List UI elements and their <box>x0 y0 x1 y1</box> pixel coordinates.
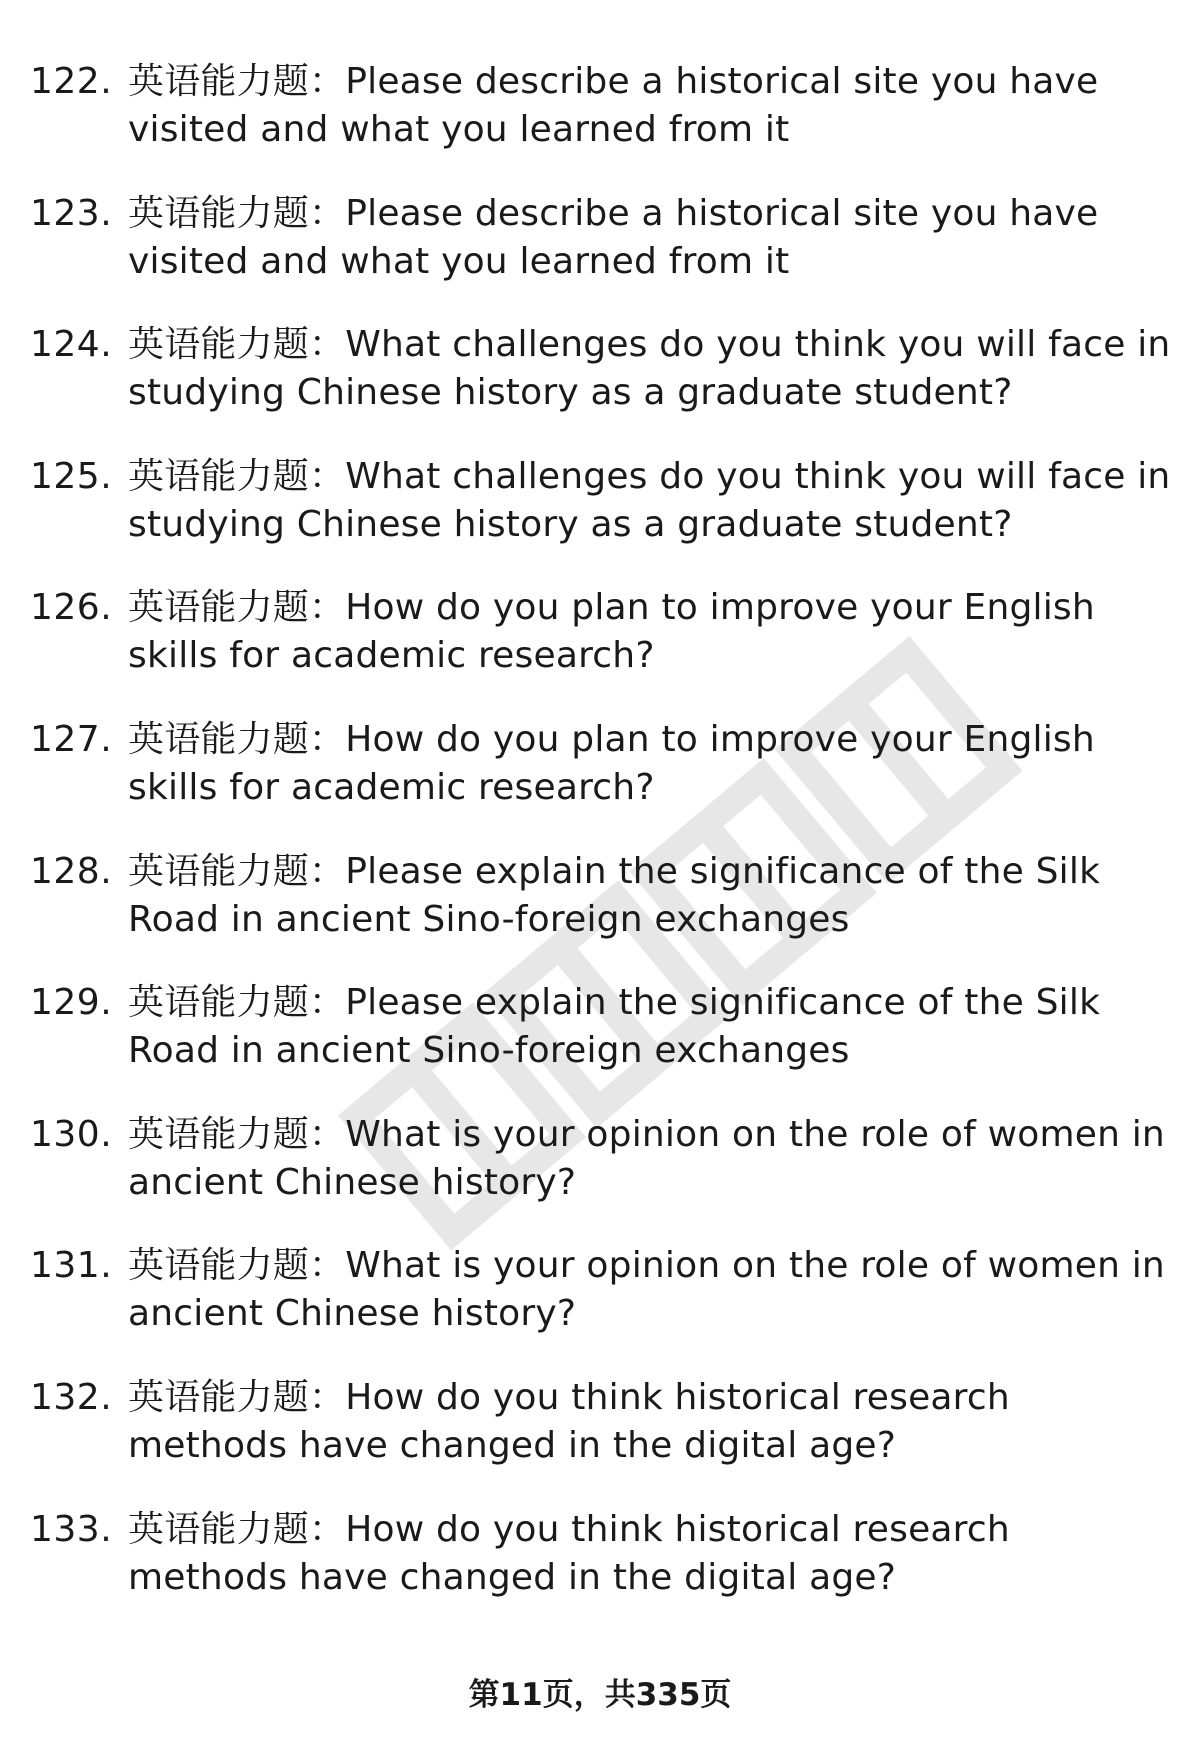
question-number: 129. <box>30 982 113 1024</box>
question-number: 127. <box>30 718 113 760</box>
question-text: What is your opinion on the role of women in ancient Chinese history? <box>128 1245 1165 1335</box>
question-body <box>128 716 1173 812</box>
question-text: How do you plan to improve your English skills for academic research? <box>128 587 1095 677</box>
question-text: Please describe a historical site you have visited and what you learned from it <box>128 61 1099 150</box>
question-text: How do you plan to improve your English skills for academic research? <box>128 718 1095 808</box>
list-item <box>0 979 1200 1111</box>
question-number: 133. <box>30 1508 113 1550</box>
question-text: Please describe a historical site you have visited and what you learned from it <box>128 192 1099 282</box>
question-tag: 英语能力题： <box>128 1245 346 1287</box>
question-number: 130. <box>30 1113 113 1155</box>
question-number: 126. <box>30 587 113 629</box>
question-number: 128. <box>30 850 113 892</box>
question-text: What challenges do you think you will face in studying Chinese history as a graduate student? <box>128 324 1171 414</box>
question-tag: 英语能力题： <box>128 1376 346 1418</box>
question-text: What challenges do you think you will face in studying Chinese history as a graduate student? <box>128 455 1171 545</box>
question-text: Please explain the significance of the Silk Road in ancient Sino-foreign exchanges <box>128 982 1101 1072</box>
question-tag: 英语能力题： <box>128 324 346 366</box>
question-body <box>128 321 1173 417</box>
question-tag: 英语能力题： <box>128 850 346 892</box>
question-body <box>128 1242 1173 1338</box>
list-item <box>0 321 1200 453</box>
question-body <box>128 190 1173 286</box>
list-item <box>0 716 1200 848</box>
question-tag: 英语能力题： <box>128 982 346 1024</box>
question-number: 123. <box>30 192 113 234</box>
question-number: 125. <box>30 455 113 497</box>
list-item <box>0 1506 1200 1638</box>
list-item <box>0 453 1200 585</box>
question-number: 131. <box>30 1245 113 1287</box>
question-body <box>128 584 1173 680</box>
question-body <box>128 1111 1173 1207</box>
question-tag: 英语能力题： <box>128 1113 346 1155</box>
question-number: 122. <box>30 61 113 102</box>
question-tag: 英语能力题： <box>128 1508 346 1550</box>
question-body <box>128 58 1173 154</box>
question-body <box>128 848 1173 944</box>
list-item <box>0 1242 1200 1374</box>
question-list <box>0 58 1200 1637</box>
question-body <box>128 1374 1173 1470</box>
list-item <box>0 584 1200 716</box>
question-text: How do you think historical research methods have changed in the digital age? <box>128 1376 1010 1466</box>
question-text: How do you think historical research methods have changed in the digital age? <box>128 1508 1010 1598</box>
question-tag: 英语能力题： <box>128 455 346 497</box>
list-item <box>0 1374 1200 1506</box>
list-item <box>0 190 1200 322</box>
question-body <box>128 453 1173 549</box>
question-number: 124. <box>30 324 113 366</box>
question-body <box>128 1506 1173 1602</box>
question-tag: 英语能力题： <box>128 61 346 102</box>
page-number-footer: 第11页，共335页 <box>468 1677 732 1713</box>
question-text: Please explain the significance of the Silk Road in ancient Sino-foreign exchanges <box>128 850 1101 940</box>
list-item <box>0 848 1200 980</box>
question-number: 132. <box>30 1376 113 1418</box>
question-body <box>128 979 1173 1075</box>
list-item <box>0 1111 1200 1243</box>
question-tag: 英语能力题： <box>128 192 346 234</box>
question-text: What is your opinion on the role of women in ancient Chinese history? <box>128 1113 1165 1203</box>
question-tag: 英语能力题： <box>128 718 346 760</box>
question-tag: 英语能力题： <box>128 587 346 629</box>
list-item <box>0 58 1200 190</box>
